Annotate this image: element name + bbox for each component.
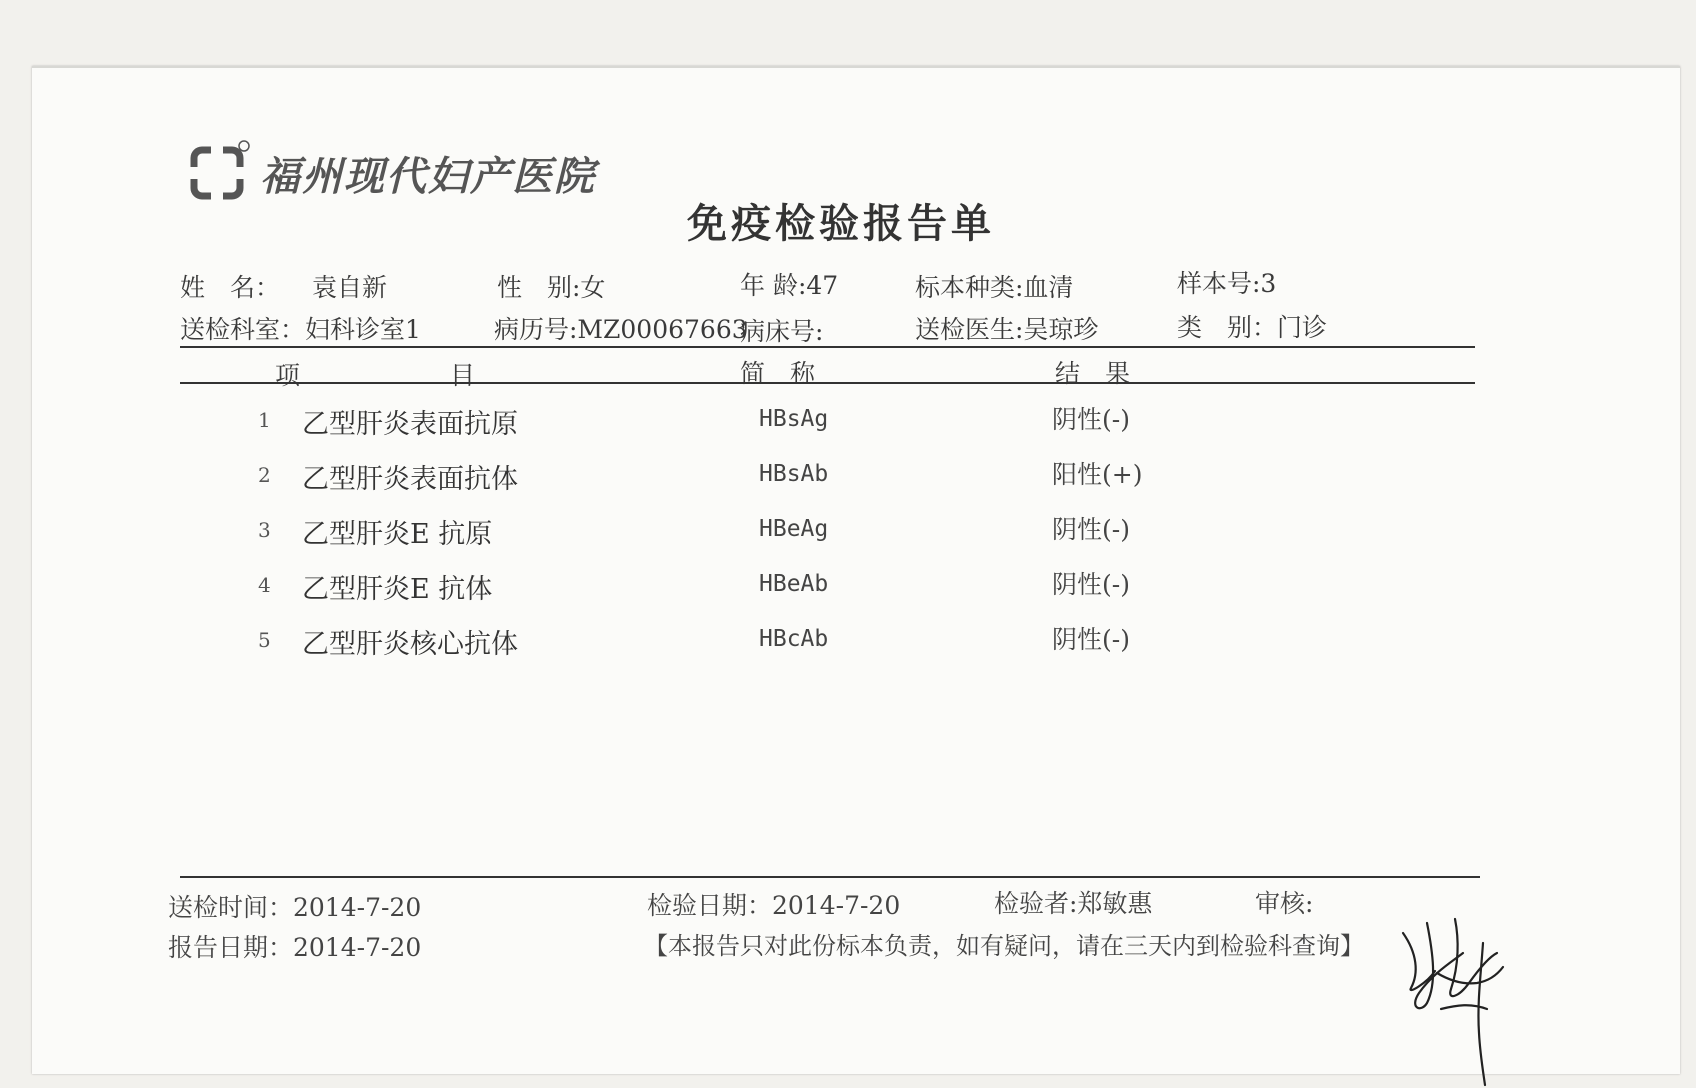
test-result: 阴性(-) (1052, 570, 1130, 599)
test-abbr: HBeAg (759, 516, 829, 542)
header-result: 结 果 (1055, 359, 1131, 388)
row-number: 2 (258, 463, 271, 487)
patient-name-label: 姓 名： (180, 273, 281, 302)
handwritten-signature (1397, 913, 1507, 1088)
record-number: 病历号:MZ00067663 (494, 315, 748, 344)
test-item: 乙型肝炎E 抗原 (302, 519, 493, 550)
footer-rule (180, 876, 1480, 878)
test-item: 乙型肝炎E 抗体 (302, 574, 493, 605)
test-item: 乙型肝炎表面抗体 (302, 464, 518, 495)
hospital-name: 福州现代妇产医院 (260, 152, 596, 200)
test-item: 乙型肝炎核心抗体 (302, 629, 518, 660)
specimen-type: 标本种类:血清 (915, 273, 1074, 302)
row-number: 1 (258, 408, 271, 432)
header-item-b: 目 (450, 361, 476, 390)
test-item: 乙型肝炎表面抗原 (302, 409, 518, 440)
test-result: 阳性(+) (1052, 460, 1143, 489)
reviewer-label: 审核: (1255, 889, 1314, 918)
test-abbr: HBcAb (759, 626, 829, 652)
test-result: 阴性(-) (1052, 405, 1130, 434)
bed-number: 病床号: (740, 317, 824, 346)
row-number: 4 (258, 573, 271, 597)
report-sheet (32, 66, 1680, 1074)
row-number: 3 (258, 518, 271, 542)
test-result: 阴性(-) (1052, 515, 1130, 544)
tester: 检验者:郑敏惠 (994, 889, 1153, 918)
patient-age: 年 龄:47 (740, 271, 839, 300)
disclaimer: 【本报告只对此份标本负责，如有疑问，请在三天内到检验科查询】 (644, 932, 1364, 960)
test-date: 检验日期：2014-7-20 (647, 891, 901, 920)
header-bottom-rule (180, 382, 1475, 384)
sample-number: 样本号:3 (1177, 269, 1277, 298)
test-abbr: HBsAb (759, 461, 829, 487)
submit-time: 送检时间：2014-7-20 (168, 893, 422, 922)
patient-category: 类 别：门诊 (1177, 313, 1328, 342)
patient-sex: 性 别:女 (497, 273, 606, 302)
patient-name: 袁自新 (312, 273, 388, 302)
row-number: 5 (258, 628, 271, 652)
header-item-a: 项 (275, 361, 301, 390)
department: 送检科室：妇科诊室1 (180, 315, 421, 344)
test-result: 阴性(-) (1052, 625, 1130, 654)
referring-doctor: 送检医生:吴琼珍 (915, 315, 1099, 344)
test-abbr: HBsAg (759, 406, 829, 432)
test-abbr: HBeAb (759, 571, 829, 597)
report-title: 免疫检验报告单 (687, 200, 995, 247)
header-abbr: 简 称 (740, 359, 816, 388)
report-date: 报告日期：2014-7-20 (168, 933, 422, 962)
table-top-rule (180, 346, 1475, 348)
